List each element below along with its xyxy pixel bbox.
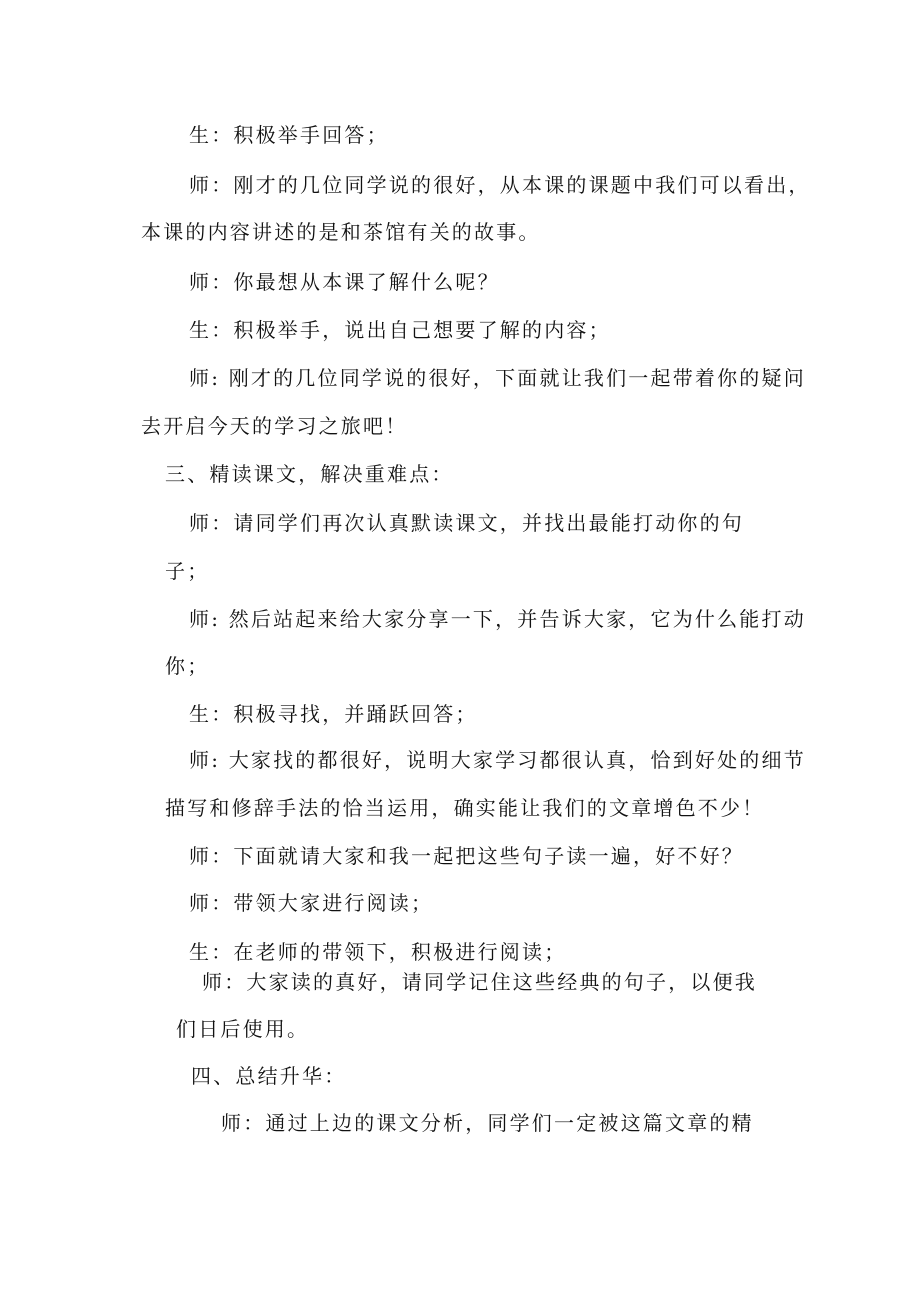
- text-line: 师：刚才的几位同学说的很好，从本课的课题中我们可以看出，: [189, 173, 811, 197]
- text-line: 描写和修辞手法的恰当运用，确实能让我们的文章增色不少！: [165, 796, 765, 820]
- section-heading: 三、精读课文，解决重难点：: [165, 462, 454, 486]
- text-line: 师：你最想从本课了解什么呢？: [189, 270, 500, 294]
- text-line: 生：积极寻找，并踊跃回答；: [189, 702, 478, 726]
- text-line: 师：请同学们再次认真默读课文，并找出最能打动你的句: [189, 511, 744, 535]
- text-line: 生：在老师的带领下，积极进行阅读；: [189, 940, 567, 964]
- section-heading: 四、总结升华：: [191, 1064, 347, 1088]
- text-line: 师: 刚才的几位同学说的很好，下面就让我们一起带着你的疑问: [189, 366, 806, 390]
- text-line: 本课的内容讲述的是和茶馆有关的故事。: [141, 220, 541, 244]
- text-line: 师: 大家找的都很好，说明大家学习都很认真，恰到好处的细节: [189, 748, 806, 772]
- text-line: 你；: [165, 654, 210, 678]
- text-line: 师：通过上边的课文分析，同学们一定被这篇文章的精: [221, 1111, 754, 1135]
- text-line: 师：下面就请大家和我一起把这些句子读一遍，好不好？: [189, 844, 744, 868]
- text-line: 师：大家读的真好，请同学记住这些经典的句子，以便我: [202, 970, 757, 994]
- text-line: 去开启今天的学习之旅吧！: [141, 414, 408, 438]
- text-line: 师：带领大家进行阅读；: [189, 891, 434, 915]
- text-line: 生：积极举手，说出自己想要了解的内容；: [189, 318, 611, 342]
- text-line: 生：积极举手回答；: [189, 123, 389, 147]
- text-line: 子；: [165, 559, 210, 583]
- text-line: 师: 然后站起来给大家分享一下，并告诉大家，它为什么能打动: [189, 607, 806, 631]
- text-line: 们日后使用。: [176, 1017, 310, 1041]
